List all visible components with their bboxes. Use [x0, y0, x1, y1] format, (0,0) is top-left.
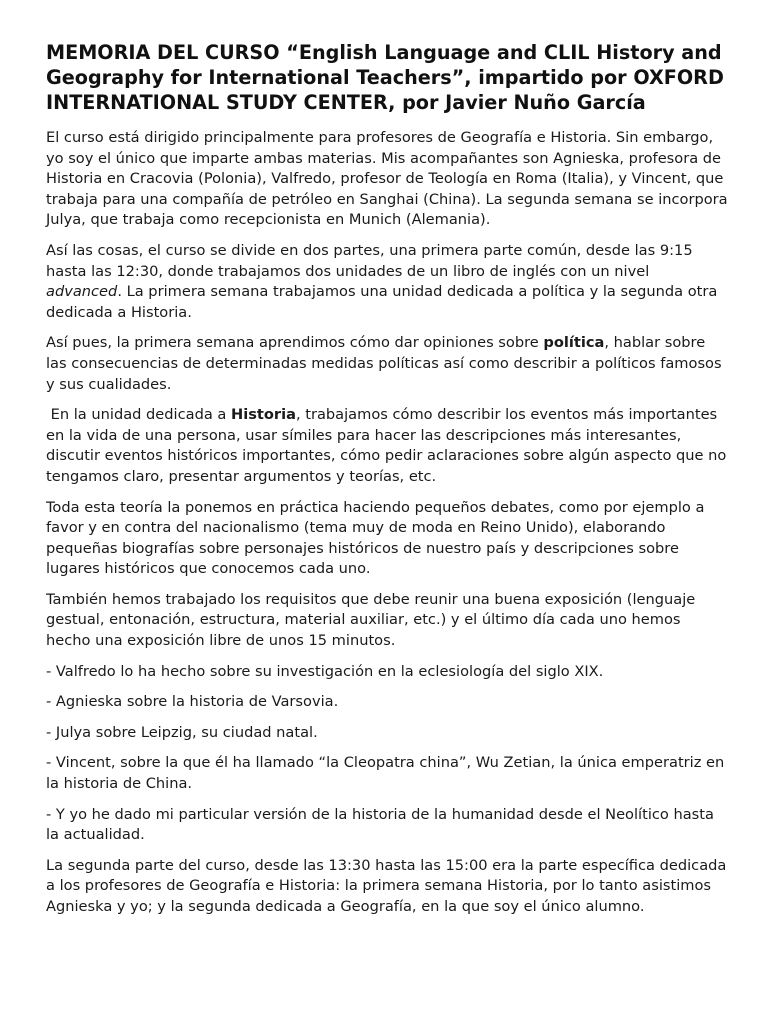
paragraph-politics: [46, 333, 728, 395]
bold-keyword: Historia: [231, 406, 296, 424]
paragraph-presentations: También hemos trabajado los requisitos que debe reunir una buena exposición (lenguaje gestual, entonación, estructura, material auxiliar, etc.) y el último día cada uno hemos hecho una exposición libre de unos 15 minutos.: [46, 590, 696, 650]
italic-term: advanced: [46, 283, 118, 301]
paragraph-history: [46, 405, 728, 487]
list-item-julya: - Julya sobre Leipzig, su ciudad natal.: [46, 723, 318, 741]
document-title: MEMORIA DEL CURSO “English Language and CLIL History and Geography for International Teachers”, impartido por OXFORD INTERNATIONAL STUDY CENTER, por Javier Nuño García: [46, 41, 724, 114]
list-item-vincent: - Vincent, sobre la que él ha llamado “la Cleopatra china”, Wu Zetian, la única emperatriz en la historia de China.: [46, 754, 725, 793]
paragraph-second-part: La segunda parte del curso, desde las 13:30 hasta las 15:00 era la parte específica dedicada a los profesores de Geografía e Historia: la primera semana Historia, por lo tanto asistimos Agnieska y yo; y la segunda dedicada a Geografía, en la que soy el único alumno.: [46, 856, 727, 915]
paragraph-practice: Toda esta teoría la ponemos en práctica haciendo pequeños debates, como por ejemplo a favor y en contra del nacionalismo (tema muy de moda en Reino Unido), elaborando pequeñas biografías sobre personajes históricos de nuestro país y descripciones sobre lugares históricos que conocemos cada uno.: [46, 498, 705, 578]
text-run: Así pues, la primera semana aprendimos cómo dar opiniones sobre: [46, 334, 544, 352]
list-item-author: - Y yo he dado mi particular versión de la historia de la humanidad desde el Neolítico hasta la actualidad.: [46, 805, 714, 844]
list-item-agnieska: - Agnieska sobre la historia de Varsovia.: [46, 693, 339, 711]
bold-keyword: política: [543, 334, 605, 352]
text-run: En la unidad dedicada a: [46, 406, 232, 424]
text-run: . La primera semana trabajamos una unidad dedicada a política y la segunda otra dedicada a Historia.: [46, 283, 718, 321]
list-item-valfredo: - Valfredo lo ha hecho sobre su investigación en la eclesiología del siglo XIX.: [46, 662, 604, 680]
paragraph-course-structure: [46, 241, 728, 323]
text-run: , trabajamos cómo describir los eventos más importantes en la vida de una persona, usar símiles para hacer las descripciones más interesantes, discutir eventos históricos importantes, cómo pedir aclaraciones sobre algún aspecto que no tengamos claro, presentar argumentos y teorías, etc.: [46, 406, 727, 485]
paragraph-participants: El curso está dirigido principalmente para profesores de Geografía e Historia. Sin embargo, yo soy el único que imparte ambas materias. Mis acompañantes son Agnieska, profesora de Historia en Cracovia (Polonia), Valfredo, profesor de Teología en Roma (Italia), y Vincent, que trabaja para una compañía de petróleo en Sanghai (China). La segunda semana se incorpora Julya, que trabaja como recepcionista en Munich (Alemania).: [46, 129, 728, 229]
text-run: , hablar sobre las consecuencias de determinadas medidas políticas así como describir a políticos famosos y sus cualidades.: [46, 334, 722, 393]
text-run: Así las cosas, el curso se divide en dos partes, una primera parte común, desde las 9:15 hasta las 12:30, donde trabajamos dos unidades de un libro de inglés con un nivel: [46, 241, 693, 280]
